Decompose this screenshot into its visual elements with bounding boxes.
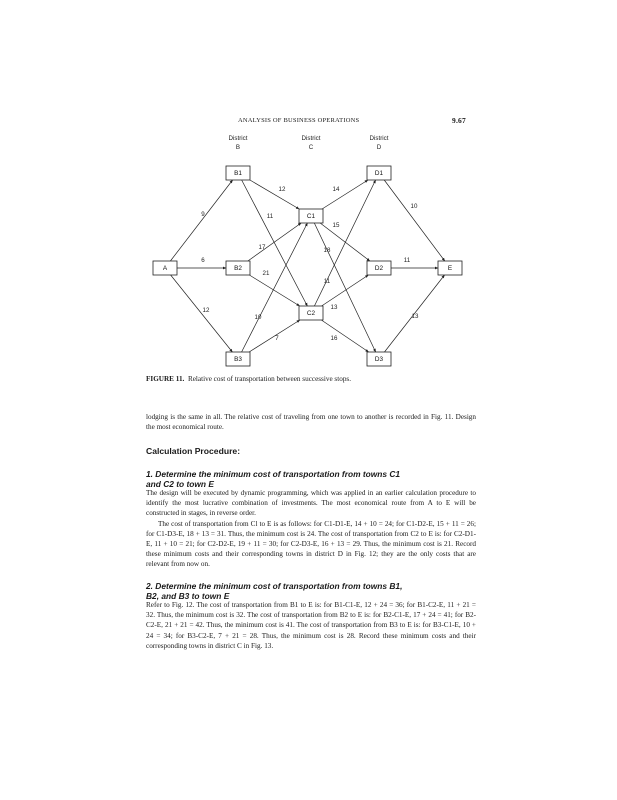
district-letter: C <box>308 144 314 151</box>
step1-paragraph-2: The cost of transportation from Cl to E is as follows: for C1-D1-E, 14 + 10 = 24; for C1-D2-E, 15 + 11 = 26; for C1-D3-E, 18 + 13 = 31. Thus, the minimum cost is 24. The cost of transportation from C2 to E is: for C2-D1-E, 11 + 10 = 21; for C2-D2-E, 19 + 11 = 30; for C2-D3-E, 16 + 13 = 29. Thus, the minimum cost is 21. Record these minimum costs and their corresponding towns in district D in Fig. 12; they are the only costs that are relevant from now on. <box>146 519 476 569</box>
step1-paragraph-1: The design will be executed by dynamic programming, which was applied in an earlier calculation procedure to identify the most lucrative combination of investments. The most economical route from A to E will be constructed in stages, in reverse order. <box>146 489 476 518</box>
step1-heading-line1: 1. Determine the minimum cost of transportation from towns C1 <box>146 469 401 479</box>
edge-cost-label: 10 <box>254 314 262 321</box>
page-number: 9.67 <box>452 116 466 125</box>
step1-heading-line2: and C2 to town E <box>146 479 214 489</box>
edge-cost-label: 14 <box>332 186 340 193</box>
edge-cost-label: 9 <box>201 211 205 218</box>
section-title: Calculation Procedure: <box>146 446 241 456</box>
step2-heading <box>146 581 466 601</box>
edge-cost-label: 18 <box>323 247 331 254</box>
edge-a-b1 <box>170 180 232 261</box>
edge-cost-label: 11 <box>323 278 331 285</box>
edge-cost-label: 11 <box>403 257 411 264</box>
node-e-label: E <box>447 265 453 273</box>
intro-text: lodging is the same in all. The relative cost of traveling from one town to another is recorded in Fig. 11. Design the most economical route. <box>146 413 476 432</box>
edge-cost-label: 13 <box>411 313 419 320</box>
edge-cost-label: 11 <box>266 213 274 220</box>
figure-caption-text: Relative cost of transportation between successive stops. <box>187 375 352 383</box>
edge-cost-label: 21 <box>262 270 270 277</box>
edge-b2-c2 <box>249 275 299 306</box>
network-figure <box>140 128 480 378</box>
edge-cost-label: 6 <box>201 257 205 264</box>
node-a-label: A <box>162 265 168 273</box>
edge-c2-d3 <box>321 320 368 352</box>
running-header-title: ANALYSIS OF BUSINESS OPERATIONS <box>238 117 360 124</box>
node-d3-label: D3 <box>374 356 384 364</box>
step2-heading-line2: B2, and B3 to town E <box>146 591 230 601</box>
edge-cost-label: 15 <box>332 222 340 229</box>
edge-cost-label: 12 <box>202 307 210 314</box>
district-letter: D <box>376 144 382 151</box>
edge-b2-c1 <box>248 223 301 261</box>
figure-caption <box>146 375 351 383</box>
edge-d1-e <box>384 180 445 261</box>
district-letter: B <box>235 144 241 151</box>
edge-cost-label: 17 <box>258 244 266 251</box>
step1-body <box>146 488 476 570</box>
node-d1-label: D1 <box>374 170 384 178</box>
node-b2-label: B2 <box>234 265 242 273</box>
edge-cost-label: 13 <box>330 304 338 311</box>
node-b1-label: B1 <box>234 170 242 178</box>
district-label: District <box>228 135 248 142</box>
node-c1-label: C1 <box>306 213 316 221</box>
node-d2-label: D2 <box>374 265 384 273</box>
edge-cost-label: 12 <box>278 186 286 193</box>
intro-paragraph <box>146 412 476 432</box>
figure-caption-label: FIGURE 11. <box>146 375 185 383</box>
district-label: District <box>369 135 389 142</box>
node-b3-label: B3 <box>234 356 242 364</box>
edge-cost-label: 16 <box>330 335 338 342</box>
step2-body <box>146 600 476 651</box>
node-c2-label: C2 <box>306 310 316 318</box>
network-diagram <box>140 128 480 378</box>
edge-b1-c1 <box>250 180 299 209</box>
edge-cost-label: 10 <box>410 203 418 210</box>
edge-c1-d1 <box>322 180 368 209</box>
step2-heading-line1: 2. Determine the minimum cost of transportation from towns B1, <box>146 581 403 591</box>
edge-c1-d2 <box>320 223 370 261</box>
edge-cost-label: 7 <box>275 335 279 342</box>
district-label: District <box>301 135 321 142</box>
step1-heading <box>146 469 466 489</box>
step2-paragraph-1: Refer to Fig. 12. The cost of transportation from B1 to E is: for B1-C1-E, 12 + 24 = 36; for B1-C2-E, 11 + 21 = 32. Thus, the minimum cost is 32. The cost of transportation from B2 to E is: for B2-C1-E, 17 + 24 = 41; for B2-C2-E, 21 + 21 = 42. Thus, the minimum cost is 41. The cost of transportation from B3 to E is: for B3-C1-E, 10 + 24 = 34; for B3-C2-E, 7 + 21 = 28. Thus, the minimum cost is 28. Record these minimum costs and their corresponding towns in district C in Fig. 13. <box>146 601 476 650</box>
edge-a-b3 <box>171 275 233 352</box>
